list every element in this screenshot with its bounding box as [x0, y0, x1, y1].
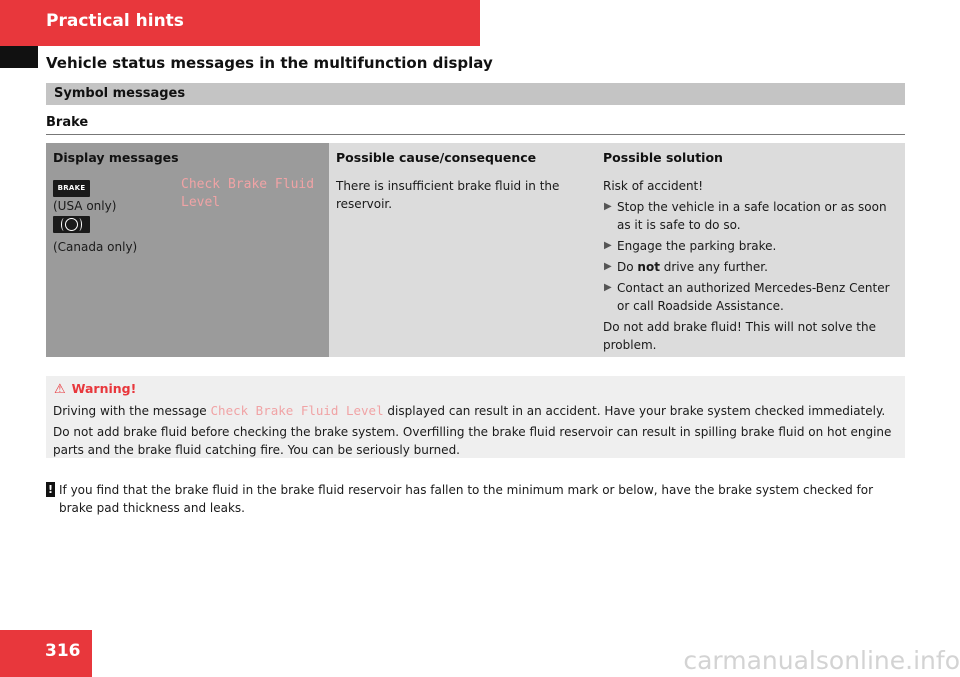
warning-paragraph-1 [53, 402, 903, 420]
chapter-title: Practical hints [46, 11, 184, 31]
warning-triangle-icon: ⚠ [54, 382, 66, 397]
list-item [603, 198, 897, 234]
warning-heading [54, 381, 136, 397]
header-tab [0, 0, 480, 46]
warning-paragraph-2: Do not add brake fluid before checking the brake system. Overfilling the brake fluid reservoir can result in spilling brake fluid on hot engine parts and the brake fluid catching fire. You can be seriously burned. [53, 425, 892, 457]
step-prefix: Do [617, 260, 638, 274]
section-title: Vehicle status messages in the multifunction display [46, 54, 493, 72]
solution-intro: Risk of accident! [603, 179, 704, 193]
step-suffix: drive any further. [659, 260, 768, 274]
list-item [603, 279, 897, 315]
display-message-text: Check Brake Fluid Level [181, 177, 315, 210]
brake-heading: Brake [46, 115, 89, 130]
divider [46, 134, 905, 135]
solution-cell [596, 170, 905, 357]
list-item [603, 237, 897, 255]
note-text: If you find that the brake fluid in the brake fluid reservoir has fallen to the minimum mark or below, have the brake system checked for brake pad thickness and leaks. [59, 483, 874, 515]
step-text: Engage the parking brake. [617, 239, 777, 253]
header-possible-cause: Possible cause/consequence [329, 143, 596, 170]
watermark: carmanualsonline.info [683, 646, 960, 675]
messages-table [46, 143, 905, 357]
canada-only-note: (Canada only) [53, 240, 138, 254]
table-header-row [46, 143, 905, 170]
warning-title: Warning! [71, 381, 137, 396]
cause-text: There is insufficient brake fluid in the reservoir. [336, 179, 560, 211]
brake-circle-warning-icon [53, 216, 90, 233]
page-number-tab [0, 630, 92, 677]
header-marker [0, 46, 38, 68]
warning-display-message: Check Brake Fluid Level [210, 403, 384, 418]
cause-cell [329, 170, 596, 357]
page-number: 316 [45, 641, 81, 661]
arrow-right-icon: ▶ [604, 240, 612, 251]
display-message-cell [46, 170, 329, 357]
usa-only-note: (USA only) [53, 199, 117, 213]
brake-warning-icon: BRAKE [53, 180, 90, 197]
step-text: Stop the vehicle in a safe location or as soon as it is safe to do so. [617, 200, 887, 232]
arrow-right-icon: ▶ [604, 201, 612, 212]
warning-p1-suffix: displayed can result in an accident. Have your brake system checked immediately. [383, 404, 886, 418]
header-possible-solution: Possible solution [596, 143, 905, 170]
table-row [46, 170, 905, 357]
symbol-messages-bar [46, 83, 905, 105]
step-text: Contact an authorized Mercedes-Benz Center or call Roadside Assistance. [617, 281, 890, 313]
arrow-right-icon: ▶ [604, 261, 612, 272]
warning-box [46, 376, 905, 458]
warning-p1-prefix: Driving with the message [53, 404, 211, 418]
list-item [603, 258, 897, 276]
header-display-messages: Display messages [46, 143, 329, 170]
exclamation-icon: ! [47, 483, 54, 496]
note-paragraph [46, 481, 905, 517]
solution-outro: Do not add brake fluid! This will not solve the problem. [603, 320, 876, 352]
symbol-messages-label: Symbol messages [54, 86, 186, 101]
arrow-right-icon: ▶ [604, 282, 612, 293]
step-emphasis: not [637, 260, 660, 274]
